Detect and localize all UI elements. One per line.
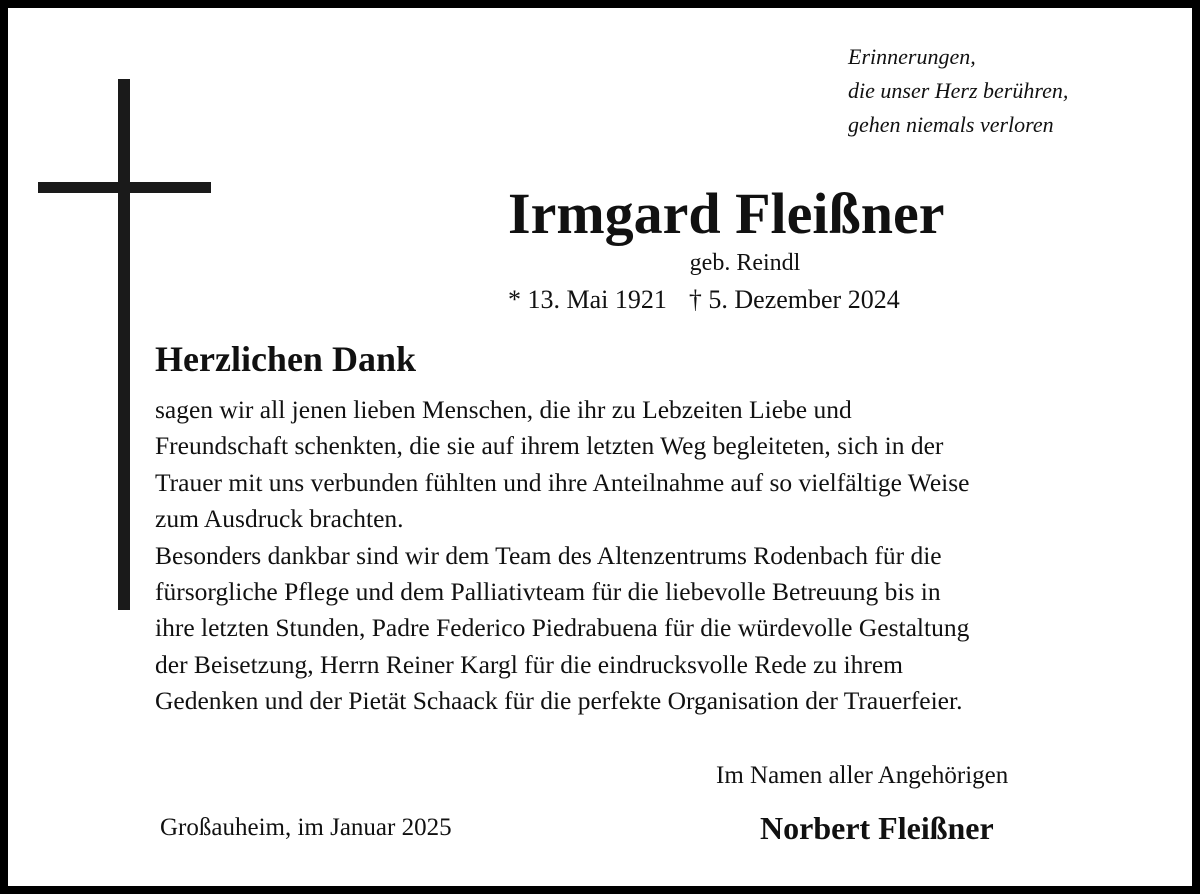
thanks-line: sagen wir all jenen lieben Menschen, die ihr zu Lebzeiten Liebe und [155,395,852,424]
thanks-text [155,392,969,720]
thanks-line: ihre letzten Stunden, Padre Federico Piedrabuena für die würdevolle Gestaltung [155,613,970,643]
life-dates [508,284,900,316]
place-date: Großauheim, im Januar 2025 [160,814,452,841]
thanks-line: fürsorgliche Pflege und dem Palliativteam für die liebevolle Betreuung bis in [155,577,941,607]
cross-vertical-bar [118,79,130,610]
thanks-line: Trauer mit uns verbunden fühlten und ihre Anteilnahme auf so vielfältige Weise [155,467,970,497]
deceased-name: Irmgard Fleißner [508,181,945,246]
memorial-quote [848,40,1068,142]
thanks-line: Freundschaft schenkten, die sie auf ihrem letzten Weg begleiteten, sich in der [155,431,944,461]
quote-line: Erinnerungen, [848,44,976,69]
quote-line: die unser Herz berühren, [848,78,1069,103]
maiden-name: geb. Reindl [689,250,801,276]
thanks-line: Besonders dankbar sind wir dem Team des Altenzentrums Rodenbach für die [155,540,942,570]
on-behalf-line: Im Namen aller Angehörigen [716,762,1009,789]
death-date: † 5. Dezember 2024 [688,285,900,314]
quote-line: gehen niemals verloren [848,112,1054,137]
signer-name: Norbert Fleißner [760,810,994,846]
birth-date: * 13. Mai 1921 [508,285,667,314]
thanks-line: der Beisetzung, Herrn Reiner Kargl für die eindrucksvolle Rede zu ihrem [155,649,903,679]
thanks-line: zum Ausdruck brachten. [155,504,404,534]
thanks-heading: Herzlichen Dank [155,339,416,379]
cross-horizontal-bar [38,182,211,193]
thanks-line: Gedenken und der Pietät Schaack für die perfekte Organisation der Trauerfeier. [155,686,963,716]
